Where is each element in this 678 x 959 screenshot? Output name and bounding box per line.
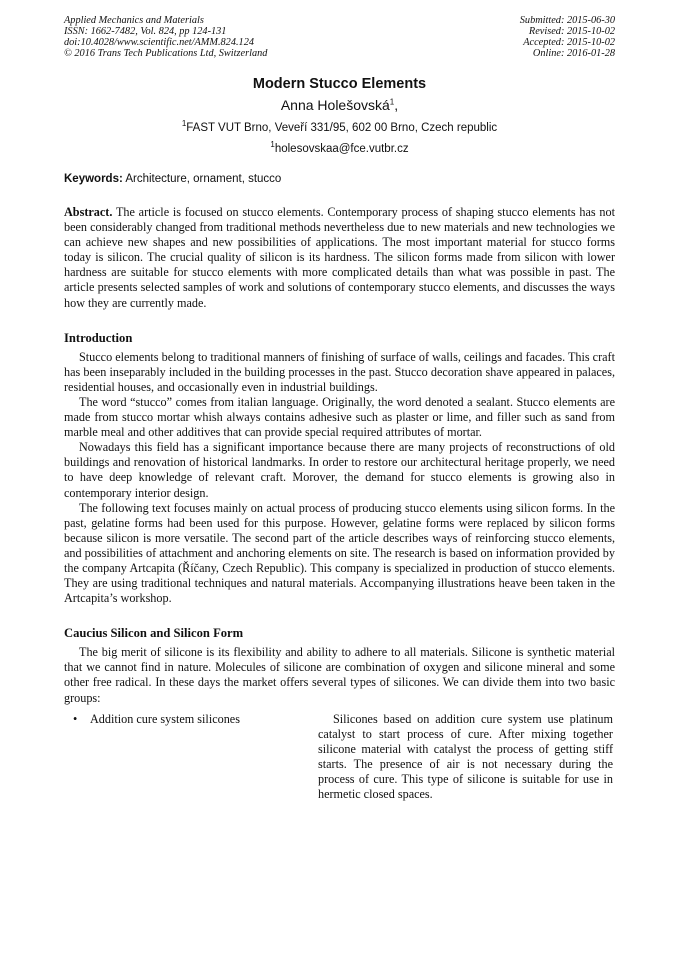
intro-paragraph-3: Nowadays this field has a significant importance because there are many projects of reconstructions of old buildings and renovation of historical landmarks. In order to restore our architectural heritage properly, we need to have deep knowledge of relevant craft. Morover, the demand for stucco elements is growing also in contemporary interior design. (64, 440, 615, 500)
submitted-date: Submitted: 2015-06-30 (519, 15, 615, 26)
affiliation-sup: 1 (181, 119, 187, 129)
author-sup: 1 (389, 97, 395, 107)
email (64, 140, 615, 155)
page (64, 15, 615, 802)
journal-header (64, 15, 615, 59)
author-suffix: , (394, 97, 399, 113)
publication-info (64, 15, 267, 59)
revised-date: Revised: 2015-10-02 (528, 26, 615, 37)
accepted-date: Accepted: 2015-10-02 (523, 37, 615, 48)
email-text: holesovskaa@fce.vutbr.cz (274, 143, 409, 155)
intro-paragraph-4: The following text focuses mainly on actual process of producing stucco elements using silicon forms. In the past, gelatine forms had been used for this purpose. However, gelatine forms were replaced by silicon forms because silicon is more versatile. The second part of the article describes ways of reinforcing stucco elements, and possibilities of attachment and anchoring elements on site. The research is based on information provided by the company Artcapita (Říčany, Czech Republic). This company is specialized in production of stucco elements. They are using traditional techniques and natural materials. Accompanying illustrations heave been taken in the Artcapita’s workshop. (64, 500, 615, 606)
affiliation-text: FAST VUT Brno, Veveří 331/95, 602 00 Brno, Czech republic (186, 122, 498, 134)
abstract (64, 205, 615, 311)
submission-dates (520, 15, 615, 59)
abstract-label: Abstract. (64, 205, 113, 219)
affiliation (64, 119, 615, 134)
author-name: Anna Holešovská (280, 97, 390, 113)
journal-name: Applied Mechanics and Materials (64, 15, 204, 26)
abstract-text: The article is focused on stucco elements. Contemporary process of shaping stucco elements has not been considerably changed from traditional methods nevertheless due to new materials and new technologies we can achieve new shapes and new possibilities of applications. The most important material for stucco forms today is silicon. The crucial quality of silicon is its hardness. The silicon forms made from silicon with lower hardness are suitable for stucco elements with more complicated details than what was possible in past. The article presents selected samples of work and solutions of contemporary stucco elements, and discusses the ways how they are currently made. (64, 205, 615, 310)
author-line (64, 97, 615, 113)
paper-title: Modern Stucco Elements (252, 76, 427, 92)
intro-paragraph-1: Stucco elements belong to traditional manners of finishing of surface of walls, ceilings and facades. This craft has been inseparably included in the building processes in the past. Stucco decoration shave appeared in palaces, residential houses, and occasionally even in industrial buildings. (64, 349, 615, 394)
copyright-line: © 2016 Trans Tech Publications Ltd, Switzerland (64, 48, 268, 59)
online-date: Online: 2016-01-28 (532, 48, 615, 59)
bullet-description: Silicones based on addition cure system use platinum catalyst to start process of cure. After mixing together silicone material with catalyst the process of getting stiff starts. The presence of air is not necessary during the process of cure. This type of silicone is suitable for use in hermetic closed spaces. (318, 711, 613, 802)
email-sup: 1 (270, 140, 275, 150)
bullet-item (64, 712, 308, 803)
keywords-label: Keywords: (64, 173, 123, 185)
introduction-heading: Introduction (64, 330, 133, 345)
bullet-dot-icon: • (73, 711, 78, 726)
issn-line: ISSN: 1662-7482, Vol. 824, pp 124-131 (64, 26, 227, 37)
section2-heading: Caucius Silicon and Silicon Form (64, 626, 244, 641)
bullet-label: Addition cure system silicones (90, 711, 240, 726)
section2-paragraph: The big merit of silicone is its flexibility and ability to adhere to all materials. Silicone is synthetic material that we cannot find in nature. Molecules of silicone are combination of oxygen and silicone mineral and some other free radical. In these days the market offers several types of silicones. We can divide them into two basic groups: (64, 645, 615, 705)
bullet-row (64, 712, 615, 803)
keywords-text: Architecture, ornament, stucco (122, 173, 282, 185)
intro-paragraph-2: The word “stucco” comes from italian language. Originally, the word denoted a sealant. Stucco elements are made from stucco mortar whish always contains adhesive such as plaster or lime, and filler such as sand from marble meal and other additives that can provide special required attributes of mortar. (64, 394, 615, 440)
keywords (64, 173, 615, 185)
doi-line: doi:10.4028/www.scientific.net/AMM.824.124 (64, 37, 254, 48)
